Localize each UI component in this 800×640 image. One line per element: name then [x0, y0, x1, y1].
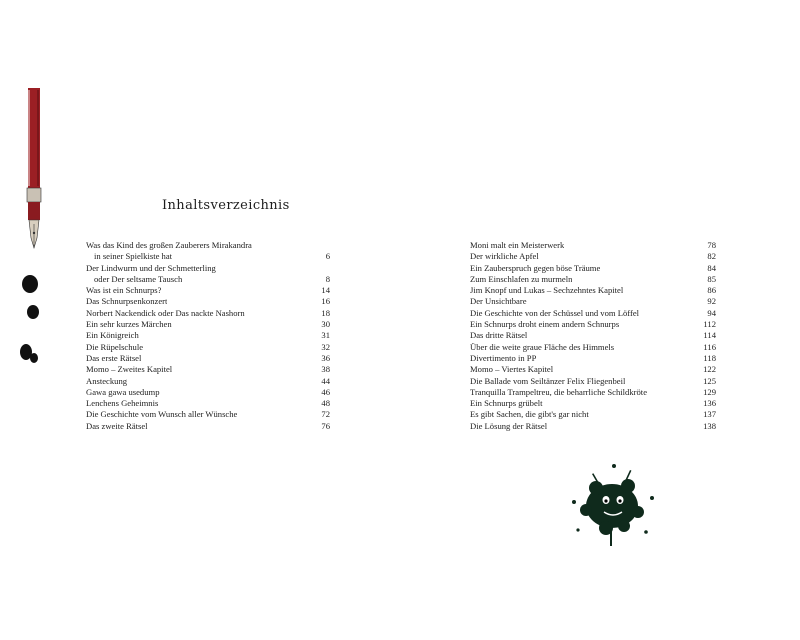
toc-entry: [86, 342, 330, 353]
toc-entry: [86, 387, 330, 398]
toc-entry: [470, 319, 716, 330]
toc-entry-title: Was das Kind des großen Zauberers Mirakandra: [86, 240, 252, 250]
toc-entry-title: Zum Einschlafen zu murmeln: [470, 273, 573, 284]
toc-entry: [86, 296, 330, 307]
toc-entry: [86, 421, 330, 432]
toc-entry-title: Was ist ein Schnurps?: [86, 285, 162, 296]
toc-entry: [470, 274, 716, 285]
toc-entry: [470, 263, 716, 274]
toc-entry-title: in seiner Spielkiste hat: [94, 251, 173, 262]
toc-entry: [470, 364, 716, 375]
toc-entry-page: 138: [703, 420, 716, 431]
toc-entry-page: 78: [707, 240, 716, 250]
toc-entry-title: Der wirkliche Apfel: [470, 251, 539, 262]
toc-entry-page: 44: [321, 375, 330, 386]
toc-entry-title: Über die weite graue Fläche des Himmels: [470, 341, 615, 352]
toc-entry-page: 16: [321, 296, 330, 307]
toc-entry-page: 129: [703, 386, 716, 397]
toc-entry: [86, 263, 330, 274]
toc-entry-title: Moni malt ein Meisterwerk: [470, 240, 565, 250]
toc-entry-page: 118: [703, 352, 716, 363]
toc-entry-title: Das Schnurpsenkonzert: [86, 296, 168, 307]
toc-title: Inhaltsverzeichnis: [162, 198, 290, 213]
toc-entry-page: 48: [321, 398, 330, 409]
toc-entry-page: [310, 263, 330, 274]
toc-entry-title: Ein Schnurps droht einem andern Schnurps: [470, 319, 620, 330]
toc-entry-title: Ansteckung: [86, 375, 128, 386]
ink-drops-illustration: [18, 270, 48, 370]
toc-entry-title: Tranquilla Trampeltreu, die beharrliche Schildkröte: [470, 386, 648, 397]
toc-entry-title: Der Lindwurm und der Schmetterling: [86, 262, 216, 273]
toc-entry: [470, 308, 716, 319]
toc-entry-title: Die Lösung der Rätsel: [470, 420, 548, 431]
toc-entry: [86, 285, 330, 296]
toc-entry-title: oder Der seltsame Tausch: [94, 273, 183, 284]
toc-entry-page: 76: [321, 420, 330, 431]
toc-entry-title: Momo – Zweites Kapitel: [86, 364, 173, 375]
toc-entry-title: Jim Knopf und Lukas – Sechzehntes Kapitel: [470, 285, 624, 296]
toc-entry-title: Die Ballade vom Seiltänzer Felix Fliegenbeil: [470, 375, 626, 386]
toc-entry-page: 122: [703, 364, 716, 375]
toc-entry: [470, 285, 716, 296]
toc-entry-page: 8: [325, 273, 330, 284]
toc-entry: [86, 319, 330, 330]
toc-entry-page: 136: [703, 398, 716, 409]
toc-entry: [86, 409, 330, 420]
toc-entry: [86, 398, 330, 409]
toc-entry-page: 86: [707, 285, 716, 296]
toc-entry-title: Der Unsichtbare: [470, 296, 527, 307]
toc-left-column: [86, 240, 330, 432]
toc-entry-page: 137: [703, 409, 716, 420]
toc-right-column: [470, 240, 716, 432]
toc-entry: [86, 353, 330, 364]
toc-entry: [86, 376, 330, 387]
toc-entry-title: Ein sehr kurzes Märchen: [86, 319, 172, 330]
toc-entry-title: Das erste Rätsel: [86, 352, 142, 363]
toc-entry: [470, 330, 716, 341]
toc-entry-title: Die Geschichte vom Wunsch aller Wünsche: [86, 409, 238, 420]
toc-entry-page: 82: [707, 251, 716, 262]
toc-entry: [470, 240, 716, 251]
toc-entry: [86, 308, 330, 319]
toc-entry: [86, 364, 330, 375]
toc-entry: [470, 353, 716, 364]
toc-entry: [470, 398, 716, 409]
toc-entry-page: 38: [321, 364, 330, 375]
toc-entry-page: 125: [703, 375, 716, 386]
toc-entry: [86, 274, 330, 285]
toc-entry-title: Die Rüpelschule: [86, 341, 144, 352]
toc-entry-page: 112: [703, 319, 716, 330]
toc-entry-title: Divertimento in PP: [470, 352, 537, 363]
toc-entry: [86, 240, 330, 251]
toc-entry-title: Norbert Nackendick oder Das nackte Nashorn: [86, 307, 245, 318]
toc-entry-title: Momo – Viertes Kapitel: [470, 364, 554, 375]
toc-entry-title: Lenchens Geheimnis: [86, 398, 159, 409]
toc-entry: [470, 376, 716, 387]
toc-entry: [470, 409, 716, 420]
toc-entry: [470, 421, 716, 432]
toc-entry-page: 14: [321, 285, 330, 296]
toc-entry-title: Ein Schnurps grübelt: [470, 398, 543, 409]
toc-entry: [470, 342, 716, 353]
toc-entry-page: 72: [321, 409, 330, 420]
toc-entry-title: Gawa gawa usedump: [86, 386, 160, 397]
toc-entry-page: 31: [321, 330, 330, 341]
fountain-pen-illustration: [14, 88, 54, 258]
toc-entry-page: 94: [707, 307, 716, 318]
toc-entry-page: 116: [703, 341, 716, 352]
toc-entry-page: 85: [707, 273, 716, 284]
toc-entry: [470, 387, 716, 398]
toc-entry-title: Das dritte Rätsel: [470, 330, 528, 341]
toc-entry-page: 84: [707, 262, 716, 273]
toc-entry-page: [310, 240, 330, 251]
toc-entry-page: 46: [321, 386, 330, 397]
toc-entry: [86, 251, 330, 262]
toc-entry-page: 6: [325, 251, 330, 262]
toc-entry-title: Ein Königreich: [86, 330, 139, 341]
toc-entry-page: 114: [703, 330, 716, 341]
toc-entry-title: Es gibt Sachen, die gibt's gar nicht: [470, 409, 589, 420]
toc-entry: [470, 296, 716, 307]
toc-entry: [86, 330, 330, 341]
toc-entry-page: 18: [321, 307, 330, 318]
ink-blot-creature-illustration: [566, 462, 658, 548]
toc-entry-title: Die Geschichte von der Schüssel und vom Löffel: [470, 307, 640, 318]
toc-entry-title: Das zweite Rätsel: [86, 420, 148, 431]
toc-entry-page: 36: [321, 352, 330, 363]
toc-entry-title: Ein Zauberspruch gegen böse Träume: [470, 262, 601, 273]
toc-entry: [470, 251, 716, 262]
toc-entry-page: 30: [321, 319, 330, 330]
toc-entry-page: 32: [321, 341, 330, 352]
toc-entry-page: 92: [707, 296, 716, 307]
